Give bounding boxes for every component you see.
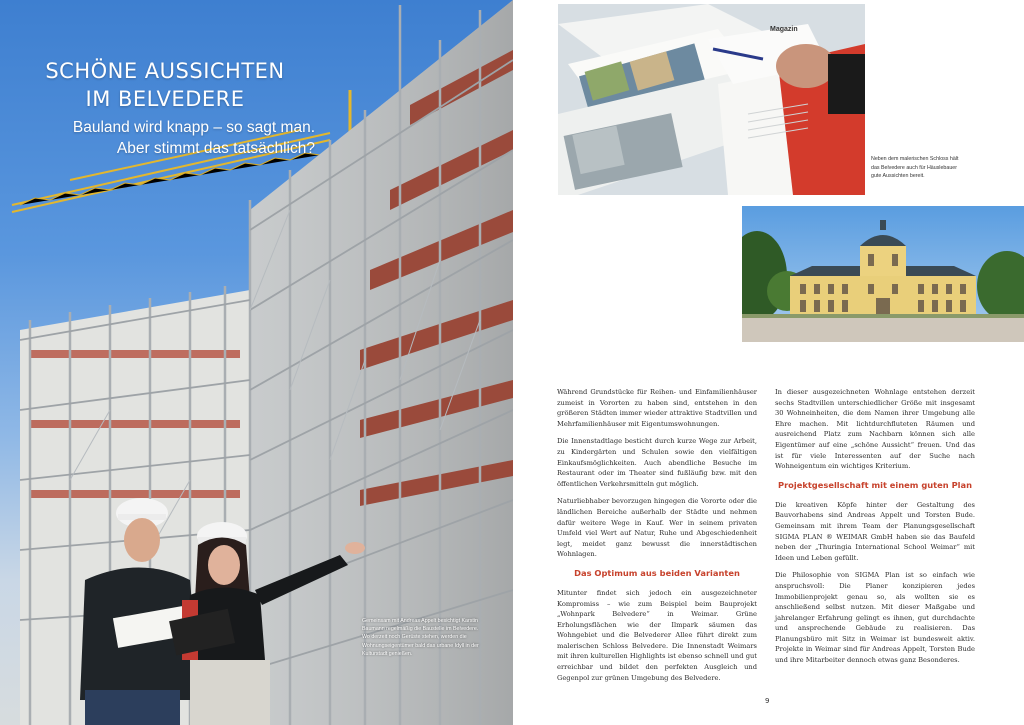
article-subtitle-line-2: Aber stimmt das tatsächlich? xyxy=(116,140,315,157)
text-column-1 xyxy=(557,387,757,690)
article-subtitle-line-1: Bauland wird knapp – so sagt man. xyxy=(72,119,315,136)
paragraph: Naturliebhaber bevorzugen hingegen die Vororte oder die ländlichen Bereiche außerhalb der Städte und nehmen dafür weitere Wege in Kauf. Wer in seinem privaten Umfeld viel Wert auf Natur, Ruhe und Abgeschiedenheit legt, meidet ganz bewusst die innerstädtischen Wohnlagen. xyxy=(557,497,757,559)
article-title-line-2: IM BELVEDERE xyxy=(85,87,245,111)
paragraph: Die Innenstadtlage besticht durch kurze Wege zur Arbeit, zu Kindergärten und Schulen sowie den vielfältigen Einkaufsmöglichkeiten. Auch abendliche Besuche im Restaurant oder im Theater sind fußläufig bzw. mit den öffentlichen Verkehrsmitteln gut möglich. xyxy=(557,437,757,488)
photo-caption-construction: Gemeinsam mit Andreas Appelt besichtigt Karstin Baumann regelmäßig die Baustelle im Belvedere. Wo derzeit noch Gerüste stehen, werden die Wohnungseigentümer bald das urbane Idyll in der Kulturstadt genießen. xyxy=(362,618,479,657)
magazine-label: Magazin xyxy=(770,26,798,33)
text-column-2 xyxy=(775,387,975,673)
section-heading: Projektgesellschaft mit einem guten Plan xyxy=(777,479,973,490)
paragraph: Die kreativen Köpfe hinter der Gestaltung des Bauvorhabens sind Andreas Appelt und Torsten Bude. Gemeinsam mit ihrem Team der Planungsgesellschaft SIGMA PLAN ® WEIMAR GmbH haben sie das Baufeld neben der „Thuringia International School Weimar“ mit Ideen und Leben gefüllt. xyxy=(775,500,975,562)
section-heading: Das Optimum aus beiden Varianten xyxy=(574,567,740,578)
schloss-belvedere-image xyxy=(742,206,1024,342)
photo-caption-magazine: Neben dem malerischen Schloss hält das Belvedere auch für Häuslebauer gute Aussichten bereit. xyxy=(871,156,959,179)
page-number: 9 xyxy=(765,697,770,705)
paragraph: In dieser ausgezeichneten Wohnlage entstehen derzeit sechs Stadtvillen unterschiedlicher Größe mit insgesamt 30 Wohneinheiten, die dem Namen ihrer Umgebung alle Ehre machen. Mit lichtdurchfluteten Räumen und ausreichend Platz zum Nachbarn können sich alle Eigentümer auf eine „schöne Aussicht“ freuen. Und das ist für viele Interessenten auf der Suche nach Wohneigentum ein wichtiges Kriterium. xyxy=(775,388,975,471)
paragraph: Die Philosophie von SIGMA Plan ist so einfach wie anspruchsvoll: Die Planer konzipieren jedes Immobilienprojekt genau so, als wollten sie es anschließend selbst nutzen. Mit dieser Maßgabe und jahrelanger Erfahrung gelingt es ihnen, gut durchdachte und ansprechende Gebäude zu realisieren. Das Planungsbüro mit Sitz in Weimar ist bundesweit aktiv. Projekte in Weimar sind für Andreas Appelt, Torsten Bude und ihre Mitarbeiter dennoch etwas ganz Besonderes. xyxy=(775,571,975,665)
palace-photo xyxy=(742,206,1024,342)
paragraph: Mitunter findet sich jedoch ein ausgezeichneter Kompromiss – wie zum Beispiel beim Bauprojekt „Wohnpark Belvedere“ in Weimar. Grüne Erholungsflächen wie der Ilmpark säumen das Wohngebiet und die Belvederer Allee führt direkt zum malerischen Schloss Belvedere. Die Innenstadt Weimars mit ihren kulturellen Highlights ist ebenso schnell und gut erreichbar und bildet den perfekten Ausgleich und Gegenpol zur grünen Umgebung des Belvedere. xyxy=(557,588,757,682)
magazine-pages-image xyxy=(558,4,865,195)
paragraph: Während Grundstücke für Reihen- und Einfamilienhäuser zumeist in Vororten zu haben sind, entstehen in den größeren Städten immer wieder attraktive Stadtvillen und Mehrfamilienhäuser mit Eigentumswohnungen. xyxy=(557,388,757,428)
magazine-photo xyxy=(558,4,865,195)
right-page xyxy=(513,0,1024,725)
article-title-line-1: SCHÖNE AUSSICHTEN xyxy=(45,59,285,83)
